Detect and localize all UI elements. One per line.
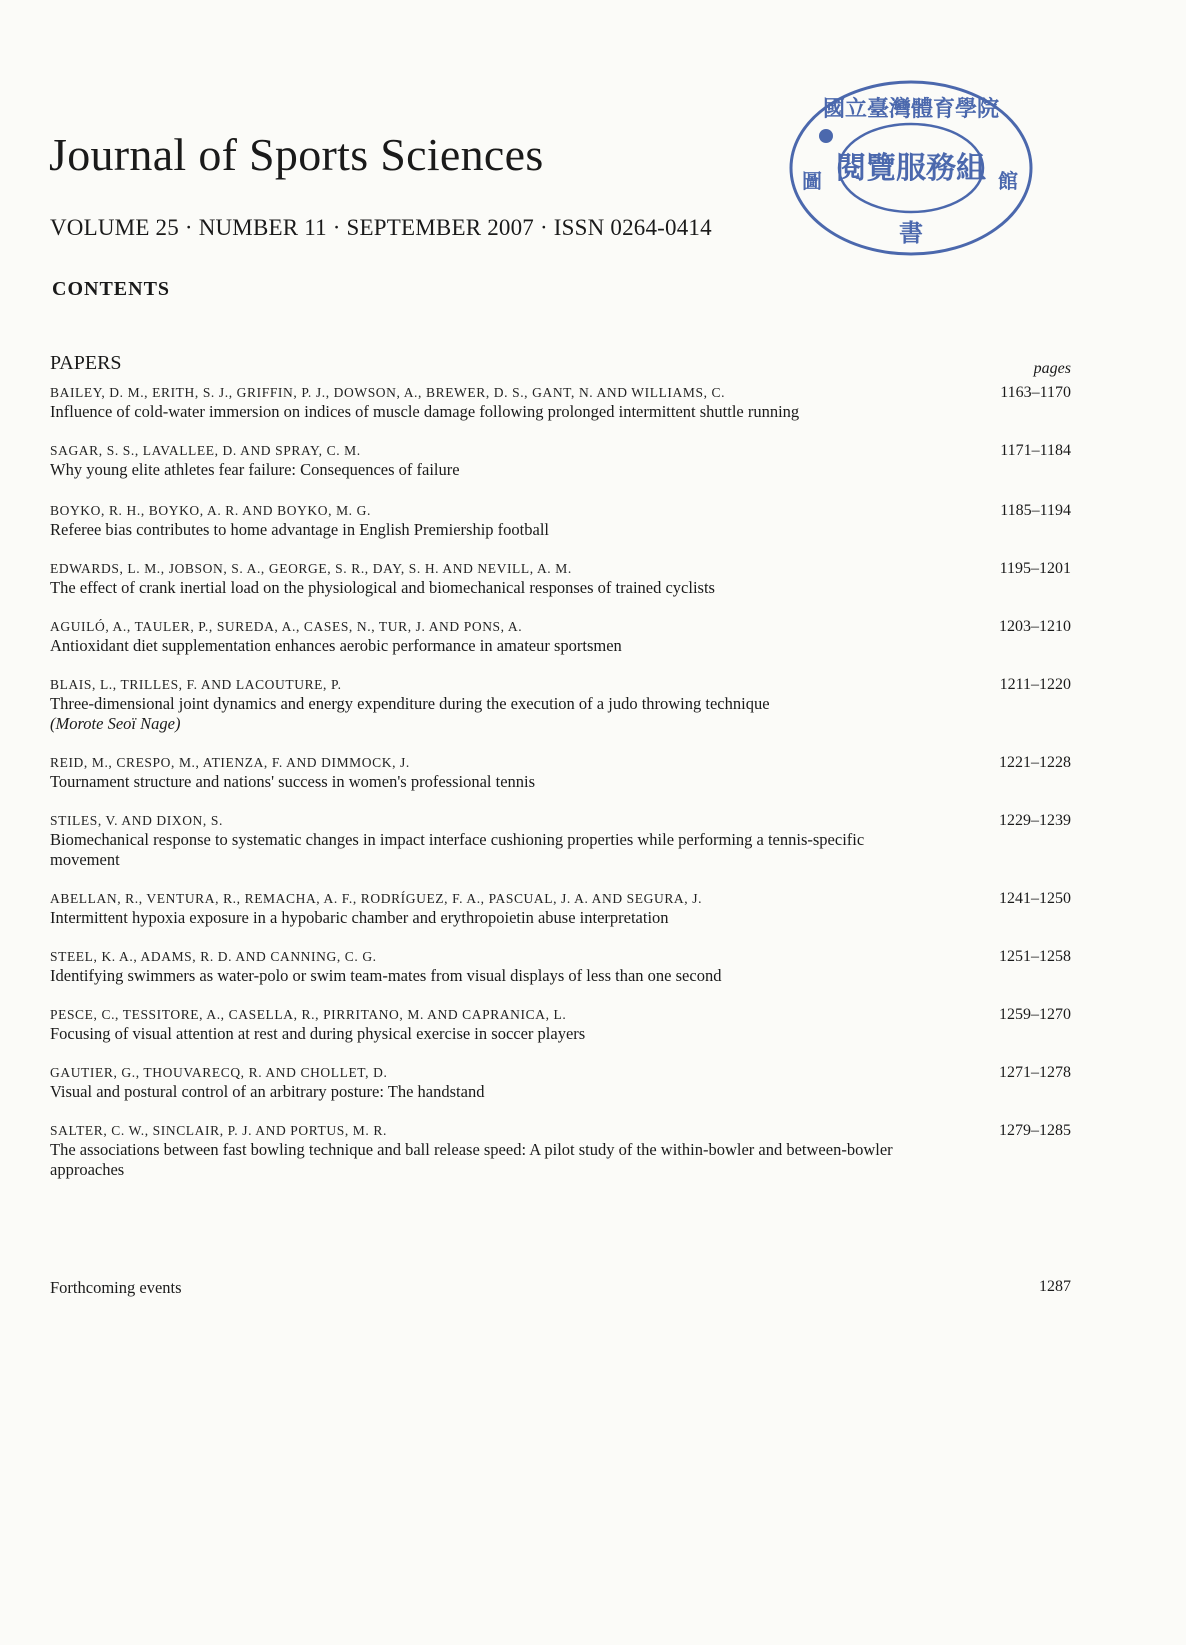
paper-pages: 1229–1239 xyxy=(999,812,1071,829)
paper-authors: PESCE, C., TESSITORE, A., CASELLA, R., PIRRITANO, M. AND CAPRANICA, L. xyxy=(50,1007,567,1022)
paper-entry xyxy=(50,618,1071,656)
paper-authors: ABELLAN, R., VENTURA, R., REMACHA, A. F., RODRÍGUEZ, F. A., PASCUAL, J. A. AND SEGURA, J. xyxy=(50,891,703,906)
paper-authors: GAUTIER, G., THOUVARECQ, R. AND CHOLLET, D. xyxy=(50,1065,388,1080)
paper-authors: BLAIS, L., TRILLES, F. AND LACOUTURE, P. xyxy=(50,677,342,692)
paper-subtitle: (Morote Seoï Nage) xyxy=(50,714,181,733)
paper-authors: EDWARDS, L. M., JOBSON, S. A., GEORGE, S. R., DAY, S. H. AND NEVILL, A. M. xyxy=(50,561,572,576)
paper-title: Antioxidant diet supplementation enhances aerobic performance in amateur sportsmen xyxy=(50,636,622,655)
stamp-center-text: 閱覽服務組 xyxy=(836,151,986,186)
library-stamp xyxy=(786,76,1036,261)
paper-title: Tournament structure and nations' success in women's professional tennis xyxy=(50,772,536,791)
forthcoming-events-label: Forthcoming events xyxy=(50,1278,182,1297)
paper-title: Intermittent hypoxia exposure in a hypobaric chamber and erythropoietin abuse interpretation xyxy=(50,908,669,927)
paper-entry xyxy=(50,1064,1071,1102)
paper-title: Biomechanical response to systematic changes in impact interface cushioning properties while performing a tennis-specific movement xyxy=(50,830,865,869)
paper-entry xyxy=(50,948,1071,986)
paper-title: Three-dimensional joint dynamics and energy expenditure during the execution of a judo throwing technique xyxy=(50,694,770,713)
paper-title: Identifying swimmers as water-polo or swim team-mates from visual displays of less than one second xyxy=(50,966,722,985)
paper-pages: 1171–1184 xyxy=(1000,442,1071,459)
paper-entry xyxy=(50,384,1071,422)
paper-pages: 1259–1270 xyxy=(999,1006,1071,1023)
paper-entry xyxy=(50,442,1071,480)
paper-entry xyxy=(50,890,1071,928)
paper-title: Referee bias contributes to home advantage in English Premiership football xyxy=(50,520,549,539)
stamp-ornament-icon xyxy=(819,129,833,143)
stamp-char-right: 館 xyxy=(998,169,1018,193)
stamp-char-left: 圖 xyxy=(802,169,822,193)
contents-heading: CONTENTS xyxy=(52,278,171,300)
volume-issue-line: VOLUME 25 · NUMBER 11 · SEPTEMBER 2007 · ISSN 0264-0414 xyxy=(50,215,712,240)
papers-heading: PAPERS xyxy=(50,352,122,374)
paper-pages: 1211–1220 xyxy=(999,676,1071,693)
paper-title: Influence of cold-water immersion on indices of muscle damage following prolonged intermittent shuttle running xyxy=(50,402,800,421)
paper-entry xyxy=(50,1122,1071,1180)
paper-title: The associations between fast bowling technique and ball release speed: A pilot study of the within-bowler and between-bowler approaches xyxy=(50,1140,893,1179)
paper-authors: STEEL, K. A., ADAMS, R. D. AND CANNING, C. G. xyxy=(50,949,377,964)
paper-pages: 1279–1285 xyxy=(999,1122,1071,1139)
paper-pages: 1163–1170 xyxy=(1000,384,1071,401)
paper-authors: REID, M., CRESPO, M., ATIENZA, F. AND DIMMOCK, J. xyxy=(50,755,410,770)
paper-authors: BOYKO, R. H., BOYKO, A. R. AND BOYKO, M. G. xyxy=(50,503,371,518)
forthcoming-events-entry xyxy=(50,1278,1071,1298)
pages-column-label: pages xyxy=(1033,360,1071,377)
stamp-char-bottom: 書 xyxy=(899,219,923,247)
paper-entry xyxy=(50,502,1071,540)
paper-title: Visual and postural control of an arbitrary posture: The handstand xyxy=(50,1082,485,1101)
paper-pages: 1251–1258 xyxy=(999,948,1071,965)
paper-entry xyxy=(50,560,1071,598)
paper-pages: 1185–1194 xyxy=(1000,502,1071,519)
stamp-top-text: 國立臺灣體育學院 xyxy=(822,97,1000,122)
paper-title: Focusing of visual attention at rest and during physical exercise in soccer players xyxy=(50,1024,586,1043)
paper-title: The effect of crank inertial load on the physiological and biomechanical responses of trained cyclists xyxy=(50,578,715,597)
paper-authors: STILES, V. AND DIXON, S. xyxy=(50,813,223,828)
paper-pages: 1221–1228 xyxy=(999,754,1071,771)
paper-entry xyxy=(50,1006,1071,1044)
paper-entry xyxy=(50,812,1071,870)
paper-pages: 1271–1278 xyxy=(999,1064,1071,1081)
paper-title: Why young elite athletes fear failure: Consequences of failure xyxy=(50,460,460,479)
forthcoming-events-pages: 1287 xyxy=(1039,1278,1071,1295)
paper-authors: BAILEY, D. M., ERITH, S. J., GRIFFIN, P. J., DOWSON, A., BREWER, D. S., GANT, N. AND WILLIAMS, C. xyxy=(50,385,726,400)
paper-entry xyxy=(50,754,1071,792)
paper-authors: SALTER, C. W., SINCLAIR, P. J. AND PORTUS, M. R. xyxy=(50,1123,387,1138)
paper-authors: SAGAR, S. S., LAVALLEE, D. AND SPRAY, C. M. xyxy=(50,443,361,458)
journal-title: Journal of Sports Sciences xyxy=(49,129,544,180)
paper-pages: 1241–1250 xyxy=(999,890,1071,907)
paper-pages: 1195–1201 xyxy=(999,560,1071,577)
paper-authors: AGUILÓ, A., TAULER, P., SUREDA, A., CASES, N., TUR, J. AND PONS, A. xyxy=(50,619,523,634)
paper-pages: 1203–1210 xyxy=(999,618,1071,635)
paper-entry xyxy=(50,676,1071,734)
